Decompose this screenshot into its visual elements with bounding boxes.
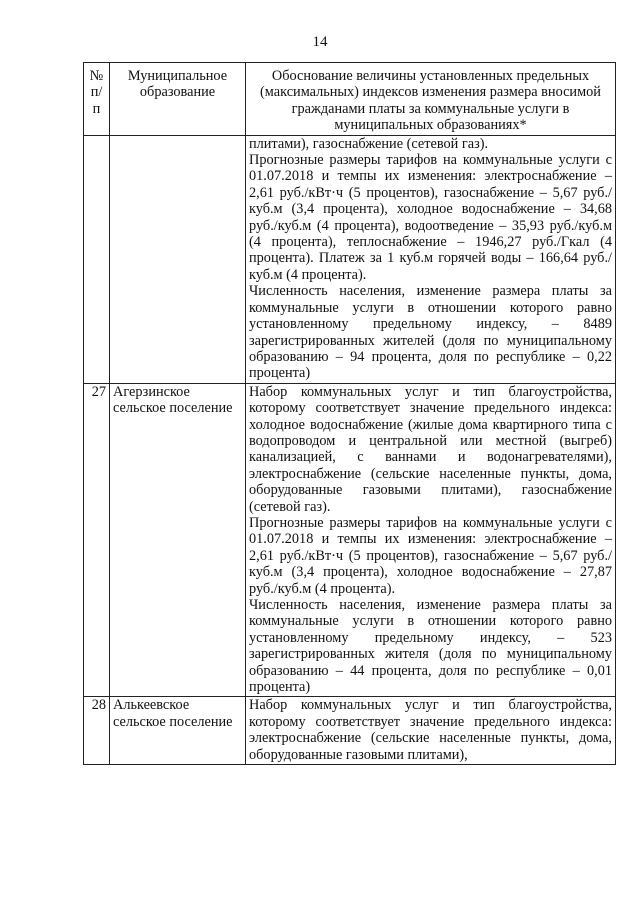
paragraph: Набор коммунальных услуг и тип благоустройства, которому соответствует значение предельного индекса: электроснабжение (сельские населенные пункты, дома, оборудованные газовыми плитами), <box>249 697 612 763</box>
paragraph: Набор коммунальных услуг и тип благоустройства, которому соответствует значение предельного индекса: холодное водоснабжение (жилые дома квартирного типа с водопроводом и центральной или местной (выгреб) канализацией, с ваннами и водонагревателями), электроснабжение (сельские населенные пункты, дома, оборудованные газовыми плитами), газоснабжение (сетевой газ). <box>249 383 612 515</box>
header-justification: Обоснование величины установленных предельных (максимальных) индексов изменения размера вносимой гражданами платы за коммунальные услуги в муниципальных образованиях* <box>246 63 616 136</box>
municipality-name <box>110 135 246 383</box>
municipality-name: Алькеевское сельское поселение <box>110 697 246 765</box>
paragraph: Прогнозные размеры тарифов на коммунальные услуги с 01.07.2018 и темпы их изменения: электроснабжение – 2,61 руб./кВт·ч (5 процентов), газоснабжение – 5,67 руб./куб.м (3,4 процента), холодное водоснабжение – 27,87 руб./куб.м (4 процента). <box>249 514 612 597</box>
tariff-table <box>83 62 616 765</box>
paragraph: Численность населения, изменение размера платы за коммунальные услуги в отношении которого равно установленному предельному индексу, – 523 зарегистрированных жителя (доля по муниципальному образованию – 44 процента, доля по республике – 0,01 процента) <box>249 597 612 696</box>
justification-cell <box>246 697 616 765</box>
header-no: № п/п <box>84 63 110 136</box>
table-row <box>84 135 616 383</box>
header-municipality: Муниципальное образование <box>110 63 246 136</box>
justification-cell <box>246 383 616 697</box>
table-header-row <box>84 63 616 136</box>
justification-cell <box>246 135 616 383</box>
table-row <box>84 697 616 765</box>
row-number: 27 <box>84 383 110 697</box>
row-number: 28 <box>84 697 110 765</box>
row-number <box>84 135 110 383</box>
municipality-name: Агерзинское сельское поселение <box>110 383 246 697</box>
paragraph: Прогнозные размеры тарифов на коммунальные услуги с 01.07.2018 и темпы их изменения: электроснабжение – 2,61 руб./кВт·ч (5 процентов), газоснабжение – 5,67 руб./куб.м (3,4 процента), холодное водоснабжение – 34,68 руб./куб.м (4 процента), водоотведение – 35,93 руб./куб.м (4 процента), теплоснабжение – 1946,27 руб./Гкал (4 процента). Платеж за 1 куб.м горячей воды – 166,64 руб./куб.м (4 процента). <box>249 152 612 283</box>
paragraph: Численность населения, изменение размера платы за коммунальные услуги в отношении которого равно установленному предельному индексу, – 8489 зарегистрированных жителей (доля по муниципальному образованию – 94 процента, доля по республике – 0,22 процента) <box>249 283 612 382</box>
paragraph: плитами), газоснабжение (сетевой газ). <box>249 135 489 152</box>
table-row <box>84 383 616 697</box>
page-number: 14 <box>312 34 328 50</box>
